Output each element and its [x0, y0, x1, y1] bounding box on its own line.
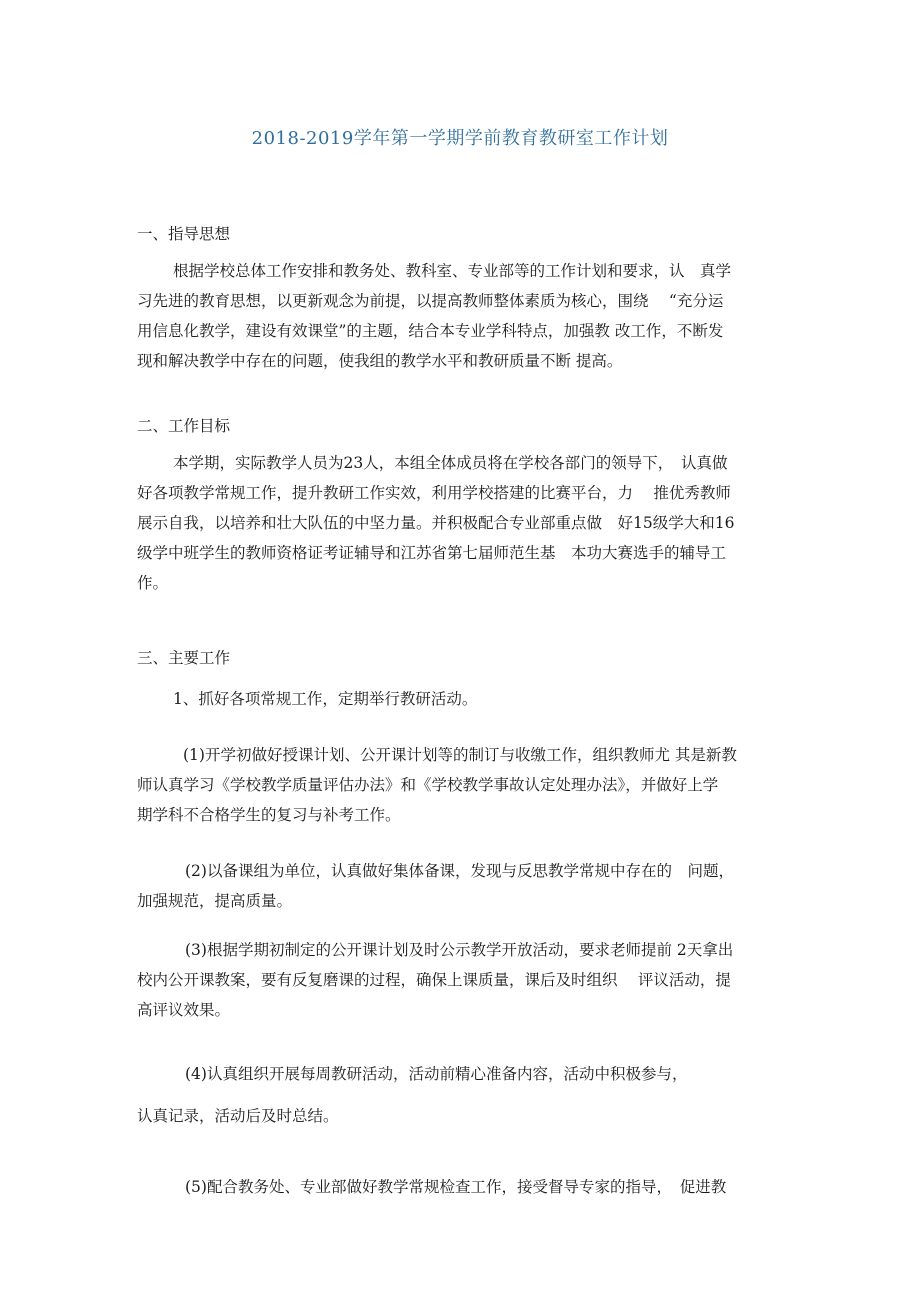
- item-routine-work: [137, 684, 787, 714]
- sub-item-1: [137, 740, 787, 830]
- text-line: 加强规范，提高质量。: [137, 892, 293, 910]
- text-line: 校内公开课教案，要有反复磨课的过程，确保上课质量，课后及时组织 评议活动，提: [137, 971, 731, 989]
- text-line: (3)根据学期初制定的公开课计划及时公示教学开放活动，要求老师提前 2天拿出: [185, 941, 734, 959]
- section-heading-main-work: 三、主要工作: [137, 649, 231, 667]
- sub-item-2: [137, 856, 787, 916]
- text-line: 展示自我，以培养和壮大队伍的中坚力量。并积极配合专业部重点做 好15级学大和16: [137, 514, 735, 532]
- sub-item-4: [137, 1053, 787, 1137]
- text-line: 高评议效果。: [137, 1001, 231, 1019]
- text-line: 1、抓好各项常规工作，定期举行教研活动。: [173, 690, 478, 708]
- text-line: 现和解决教学中存在的问题，使我组的教学水平和教研质量不断 提高。: [137, 352, 623, 370]
- sub-item-3: [137, 935, 787, 1025]
- text-line: (2)以备课组为单位，认真做好集体备课，发现与反思教学常规中存在的 问题，: [185, 862, 734, 880]
- text-line: 认真记录，活动后及时总结。: [137, 1107, 339, 1125]
- paragraph-guiding-ideology: [137, 256, 787, 376]
- document-title: 2018-2019学年第一学期学前教育教研室工作计划: [251, 128, 669, 149]
- text-line: (4)认真组织开展每周教研活动，活动前精心准备内容，活动中积极参与，: [185, 1065, 688, 1083]
- text-line: (1)开学初做好授课计划、公开课计划等的制订与收缴工作，组织教师尤 其是新教: [183, 746, 737, 764]
- section-heading-work-goals: 二、工作目标: [137, 417, 231, 435]
- section-heading-guiding-ideology: 一、指导思想: [137, 225, 231, 243]
- sub-item-5: [137, 1172, 787, 1202]
- text-line: 用信息化教学，建设有效课堂”的主题，结合本专业学科特点，加强教 改工作，不断发: [137, 322, 724, 340]
- paragraph-work-goals: [137, 448, 787, 598]
- text-line: 期学科不合格学生的复习与补考工作。: [137, 806, 401, 824]
- text-line: 师认真学习《学校教学质量评估办法》和《学校教学事故认定处理办法》，并做好上学: [137, 776, 719, 794]
- text-line: (5)配合教务处、专业部做好教学常规检查工作，接受督导专家的指导， 促进教: [185, 1178, 727, 1196]
- text-line: 根据学校总体工作安排和教务处、教科室、专业部等的工作计划和要求，认 真学: [173, 262, 732, 280]
- text-line: 习先进的教育思想，以更新观念为前提，以提高教师整体素质为核心，围绕 “充分运: [137, 292, 724, 310]
- text-line: 好各项教学常规工作，提升教研工作实效，利用学校搭建的比赛平台，力 推优秀教师: [137, 484, 731, 502]
- text-line: 作。: [137, 574, 169, 592]
- text-line: 本学期，实际教学人员为23人，本组全体成员将在学校各部门的领导下， 认真做: [173, 454, 728, 472]
- text-line: 级学中班学生的教师资格证考证辅导和江苏省第七届师范生基 本功大赛选手的辅导工: [137, 544, 727, 562]
